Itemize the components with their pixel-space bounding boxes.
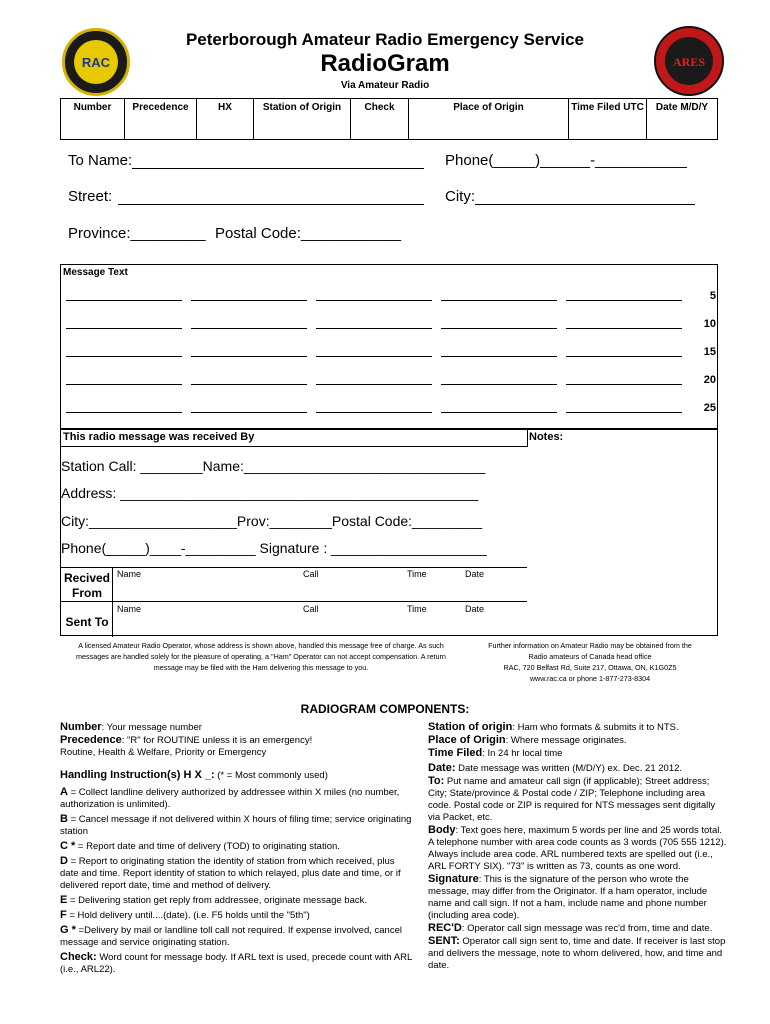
city-field[interactable] [475,204,695,205]
message-word-field[interactable] [566,384,682,385]
word-count-marker: 5 [709,290,716,302]
component-entry: SENT: Operator call sign sent to, time and date. If receiver is last stop and delivers the message, note to whom delivered, how, and time and date. [428,935,726,971]
rac-logo-text: RAC [81,55,111,70]
component-entry: F = Hold delivery until....(date). (i.e. F5 holds until the "5th") [60,909,310,921]
address-field[interactable]: Address: ______________________________________________ [61,485,479,501]
component-entry: Precedence: "R" for ROUTINE unless it is an emergency! [60,734,313,746]
subtitle: Via Amateur Radio [340,80,430,91]
message-word-field[interactable] [566,412,682,413]
info-line: Further information on Amateur Radio may be obtained from the [488,641,692,650]
message-word-field[interactable] [191,300,307,301]
received-from-label-2: From [72,586,102,600]
message-word-field[interactable] [191,384,307,385]
component-entry: B = Cancel message if not delivered within X hours of filing time; service originating station [60,813,412,837]
form-title: RadioGram [320,50,450,77]
message-word-field[interactable] [441,300,557,301]
message-word-field[interactable] [566,328,682,329]
components-right-column [428,721,728,972]
message-word-field[interactable] [316,328,432,329]
received-from-date[interactable]: Date [465,569,485,579]
message-word-field[interactable] [316,356,432,357]
component-entry: REC'D: Operator call sign message was rec'd from, time and date. [428,922,713,934]
word-count-marker: 20 [703,374,716,386]
component-entry: Handling Instruction(s) H X _: (* = Most commonly used) [60,769,328,781]
disclaimer [70,640,452,673]
component-entry: G * =Delivery by mail or landline toll call not required. If expense involved, cancel message and service originating station. [60,924,402,948]
further-info [470,640,710,684]
header-table [60,98,718,140]
component-entry: Signature: This is the signature of the person who wrote the message, may differ from the Originator. If a ham operator, include name and call sign. If not a ham, include name and phone number (including area code). [428,873,708,921]
received-from-name[interactable]: Name [117,569,142,579]
phone-field[interactable]: Phone(_____)______-___________ [445,152,687,169]
component-entry: Routine, Health & Welfare, Priority or Emergency [60,747,267,758]
header-cell[interactable]: Number [61,99,125,139]
component-entry: D = Report to originating station the identity of station from which received, plus date and time. Report identity of station to which relayed, plus date and time, or if delivered report date, time and method of delivery. [60,855,401,891]
header-cell[interactable]: Station of Origin [254,99,351,139]
disclaimer-line: message may be filed with the Ham delivering this message to you. [153,663,369,672]
message-word-field[interactable] [191,356,307,357]
sent-to-call[interactable]: Call [303,604,319,614]
message-word-field[interactable] [316,412,432,413]
component-entry: Check: Word count for message body. If ARL text is used, precede count with ARL (i.e., ARL22). [60,951,412,975]
message-word-field[interactable] [441,412,557,413]
sent-to-label: Sent To [65,615,109,629]
sent-to-date[interactable]: Date [465,604,485,614]
message-word-field[interactable] [316,300,432,301]
disclaimer-line: messages are handled solely for the pleasure of operating, a "Ham" Operator can not accept compensation. A return [76,652,446,661]
message-word-field[interactable] [66,384,182,385]
component-entry: Station of origin: Ham who formats & submits it to NTS. [428,721,679,733]
city-label: City: [445,188,475,205]
message-word-field[interactable] [566,356,682,357]
component-entry: A = Collect landline delivery authorized by addressee within X miles (no number, authorization is unlimited). [60,786,400,810]
ares-logo-text: ARES [672,55,706,69]
header-cell[interactable]: Place of Origin [409,99,569,139]
message-text-label: Message Text [63,267,128,278]
word-count-marker: 10 [703,318,716,330]
component-entry: To: Put name and amateur call sign (if applicable); Street address; City; State/province & Postal code / ZIP; Telephone including area code. Postal code or ZIP is required for NTS messages sent digitally via Packet, etc. [428,775,716,823]
component-entry: Time Filed: In 24 hr local time [428,747,563,759]
info-line[interactable]: www.rac.ca or phone 1-877-273-8304 [529,674,651,683]
message-word-field[interactable] [566,300,682,301]
received-from-label: Recived [63,571,111,585]
message-word-field[interactable] [66,300,182,301]
received-from-call[interactable]: Call [303,569,319,579]
notes-label: Notes: [529,431,564,443]
received-by-label: This radio message was received By [63,431,255,443]
info-line: Radio amateurs of Canada head office [528,652,652,661]
component-entry: Number: Your message number [60,721,202,733]
sent-to-name[interactable]: Name [117,604,142,614]
info-line: RAC, 720 Belfast Rd, Suite 217, Ottawa, ON, K1G0Z5 [503,663,677,672]
header-cell[interactable]: Check [351,99,409,139]
component-entry: Body: Text goes here, maximum 5 words per line and 25 words total. A telephone number with area code counts as 3 words (705 555 1212). Always include area code. ARL numbered texts are spelled out (i.e., ARL FORTY SIX). "73" is written as 73, counts as one word. [428,824,727,872]
header-cell[interactable]: Date M/D/Y [655,102,709,113]
message-word-field[interactable] [191,328,307,329]
component-entry: Place of Origin: Where message originates. [428,734,627,746]
to-name-field[interactable] [132,168,424,169]
component-entry: Date: Date message was written (M/D/Y) ex. Dec. 21 2012. [428,762,683,774]
street-field[interactable] [118,204,424,205]
message-word-field[interactable] [316,384,432,385]
word-count-marker: 25 [703,402,716,414]
header-cell[interactable]: Time Filed UTC [569,99,647,139]
message-word-field[interactable] [66,412,182,413]
header-cell[interactable]: HX [197,99,254,139]
postal-code-field[interactable]: Postal Code:____________ [215,225,401,242]
message-word-field[interactable] [66,328,182,329]
to-name-label: To Name: [68,152,133,169]
component-entry: C * = Report date and time of delivery (TOD) to originating station. [60,840,340,852]
word-count-marker: 15 [703,346,716,358]
components-title: RADIOGRAM COMPONENTS: [300,702,470,716]
disclaimer-line: A licensed Amateur Radio Operator, whose address is shown above, handled this message free of charge. As such [78,641,444,650]
received-from-time[interactable]: Time [407,569,427,579]
header-cell[interactable]: Precedence [125,99,197,139]
station-call-field[interactable]: Station Call: ________Name:_______________________________ [61,458,486,474]
street-label: Street: [68,188,113,205]
org-title: Peterborough Amateur Radio Emergency Service [185,30,585,49]
message-word-field[interactable] [191,412,307,413]
component-entry: E = Delivering station get reply from addressee, originate message back. [60,894,368,906]
phone-signature-field[interactable]: Phone(_____)____-_________ Signature : ____________________ [61,540,487,556]
message-word-field[interactable] [66,356,182,357]
components-left-column [60,721,412,976]
message-text-box [60,264,718,430]
message-word-field[interactable] [441,356,557,357]
province-field[interactable]: Province:_________ [68,225,206,242]
city-prov-field[interactable]: City:___________________Prov:________Postal Code:_________ [61,513,483,529]
sent-to-time[interactable]: Time [407,604,427,614]
message-word-field[interactable] [441,384,557,385]
received-box [60,428,718,636]
message-word-field[interactable] [441,328,557,329]
